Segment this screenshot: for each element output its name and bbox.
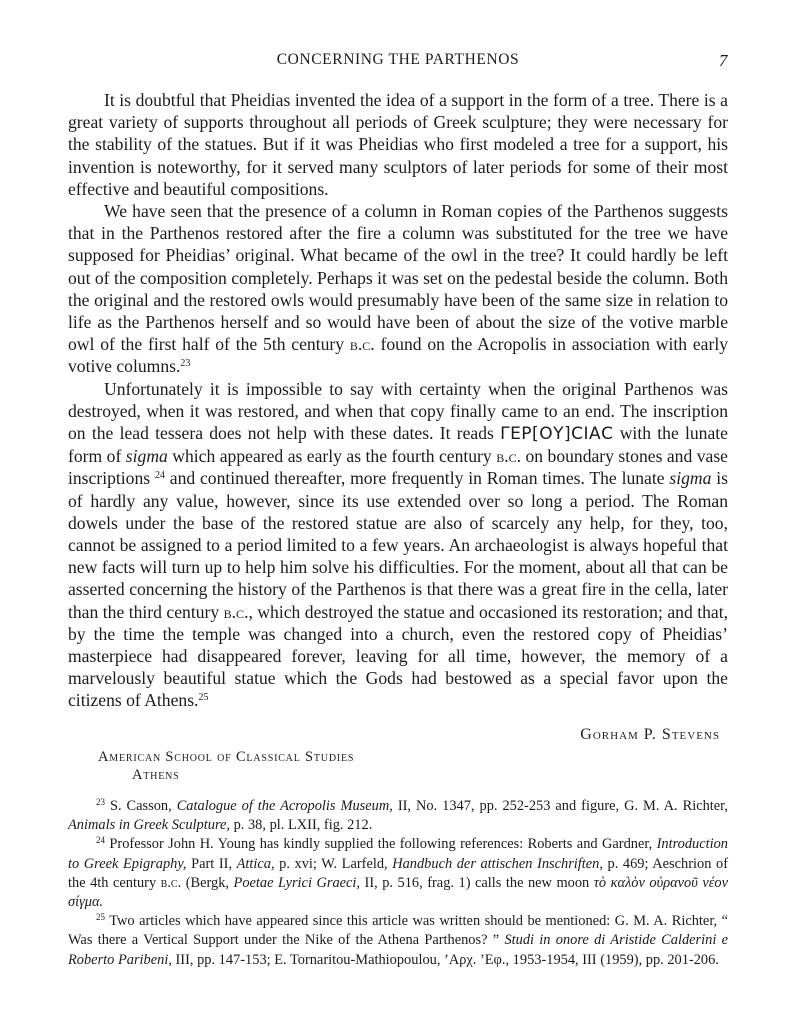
footnote-text: Two articles which have appeared since this article was written should be mentioned: G. M. A. Richter, “ Was there a Vertical Support under the Nike of the Athena Parthenos? ” [68, 913, 728, 949]
page-number: 7 [718, 51, 728, 70]
running-head [68, 51, 728, 73]
affiliation-institution: American School of Classical Studies [98, 749, 355, 765]
bc-abbrev: b.c. [223, 601, 249, 622]
citation-title: Poetae Lyrici Graeci, [233, 874, 361, 891]
greek-quote: τὸ καλὸν οὐρανοῦ νέον σίγμα. [68, 874, 728, 911]
body-text [68, 89, 728, 712]
term-sigma: sigma [669, 468, 712, 489]
bc-abbrev: b.c. [496, 446, 521, 467]
footnote-text: (Bergk, [181, 874, 234, 891]
affiliation-city: Athens [132, 766, 180, 783]
footnote-ref-25: 25 [198, 692, 209, 704]
paragraph-3-text: is of hardly any value, however, since its use extended over so long a period. The Roman dowels under the base of the restored statue are also of scarcely any help, for they, too, cannot be assigned to a period limited to a few years. An archaeologist is always hopeful that new facts will turn up to help him solve his difficulties. For the moment, about all that can be asserted concerning the history of the Parthenos is that there was a great fire in the cella, later than the third century [68, 468, 728, 622]
footnote-24 [68, 835, 728, 912]
footnote-text: p. 469; Aeschrion of the 4th century [68, 855, 728, 891]
paragraph-3-text: , which destroyed the statue and occasioned its restoration; and that, by the time the temple was changed into a church, even the restored copy of Pheidias’ masterpiece had disappeared forever, leaving for all time, however, the memory of a marvelously beautiful statue which the Gods had bestowed as a special favor upon the citizens of Athens. [68, 601, 728, 711]
paragraph-3-text: with the lunate form of [68, 423, 728, 467]
footnote-23 [68, 797, 728, 835]
bc-abbrev: b.c. [160, 874, 182, 891]
paragraph-3-text: and continued thereafter, more frequently in Roman times. The lunate [164, 468, 670, 489]
footnote-number: 25 [96, 912, 105, 923]
citation-title: Introduction to Greek Epigraphy, [68, 836, 728, 872]
journal-abbrev: ’Αρχ. ’Εφ., [444, 951, 510, 968]
citation-title: Animals in Greek Sculpture, [68, 817, 230, 834]
bc-abbrev: b.c. [349, 334, 375, 355]
footnote-text: III, pp. 147-153; E. Tornaritou-Mathiopoulou, [171, 951, 445, 968]
inscription-text: ΓΕΡ[ΟΥ]CΙΑC [500, 424, 614, 445]
footnote-text: Part II, [186, 855, 237, 872]
footnote-number: 23 [96, 797, 105, 807]
paragraph-2 [68, 200, 728, 378]
footnote-text: II, No. 1347, pp. 252-253 and figure, G. M. A. Richter, [392, 798, 728, 814]
paragraph-3 [68, 378, 728, 712]
citation-title: Catalogue of the Acropolis Museum, [176, 798, 393, 814]
footnote-text: S. Casson, [105, 798, 177, 814]
footnote-text: p. 38, pl. LXII, fig. 212. [230, 817, 373, 834]
paragraph-1: It is doubtful that Pheidias invented the idea of a support in the form of a tree. There is a great variety of supports throughout all periods of Greek sculpture; they were necessary for the stability of the statues. But if it was Pheidias who first modeled a tree for a support, his invention is noteworthy, for it served many sculptors of later periods for some of their most effective and beautiful compositions. [68, 90, 728, 199]
affiliation [98, 749, 354, 784]
paragraph-2-text-a: We have seen that the presence of a column in Roman copies of the Parthenos suggests that in the Parthenos restored after the fire a column was substituted for the tree we have supposed for Pheidias’ original. What became of the owl in the tree? It could hardly be left out of the composition completely. Perhaps it was set on the pedestal beside the column. Both the original and the restored owls would presumably have been of the same size in relation to life as the Parthenos herself and so would have been of about the size of the votive marble owl of the first half of the 5th century [68, 201, 728, 355]
footnote-25 [68, 912, 728, 970]
term-sigma: sigma [125, 446, 168, 467]
paragraph-3-text: Unfortunately it is impossible to say with certainty when the original Parthenos was destroyed, when it was restored, and when that copy finally came to an end. The inscription on the lead tessera does not help with these dates. It reads [68, 378, 728, 444]
citation-title: Attica, [236, 855, 275, 872]
citation-title: Handbuch der attischen Inschriften, [392, 855, 603, 872]
footnote-ref-24: 24 [154, 470, 165, 482]
footnotes [68, 797, 728, 970]
footnote-ref-23: 23 [180, 358, 191, 370]
footnote-text: Professor John H. Young has kindly supplied the following references: Roberts and Gardner, [105, 836, 657, 853]
footnote-text: 1953-1954, III (1959), pp. 201-206. [509, 951, 719, 968]
footnote-text: p. xvi; W. Larfeld, [274, 855, 393, 872]
paragraph-2-text-b: found on the Acropolis in association with early votive columns. [68, 334, 728, 377]
footnote-text: II, p. 516, frag. 1) calls the new moon [360, 874, 594, 891]
paragraph-3-text: on boundary stones and vase inscriptions [68, 446, 728, 489]
footnote-number: 24 [96, 835, 105, 846]
author-signature: Gorham P. Stevens [580, 726, 720, 743]
citation-title: Studi in onore di Aristide Calderini e Roberto Paribeni, [68, 932, 728, 968]
paragraph-3-text: which appeared as early as the fourth century [167, 446, 497, 467]
running-title: CONCERNING THE PARTHENOS [276, 51, 520, 68]
